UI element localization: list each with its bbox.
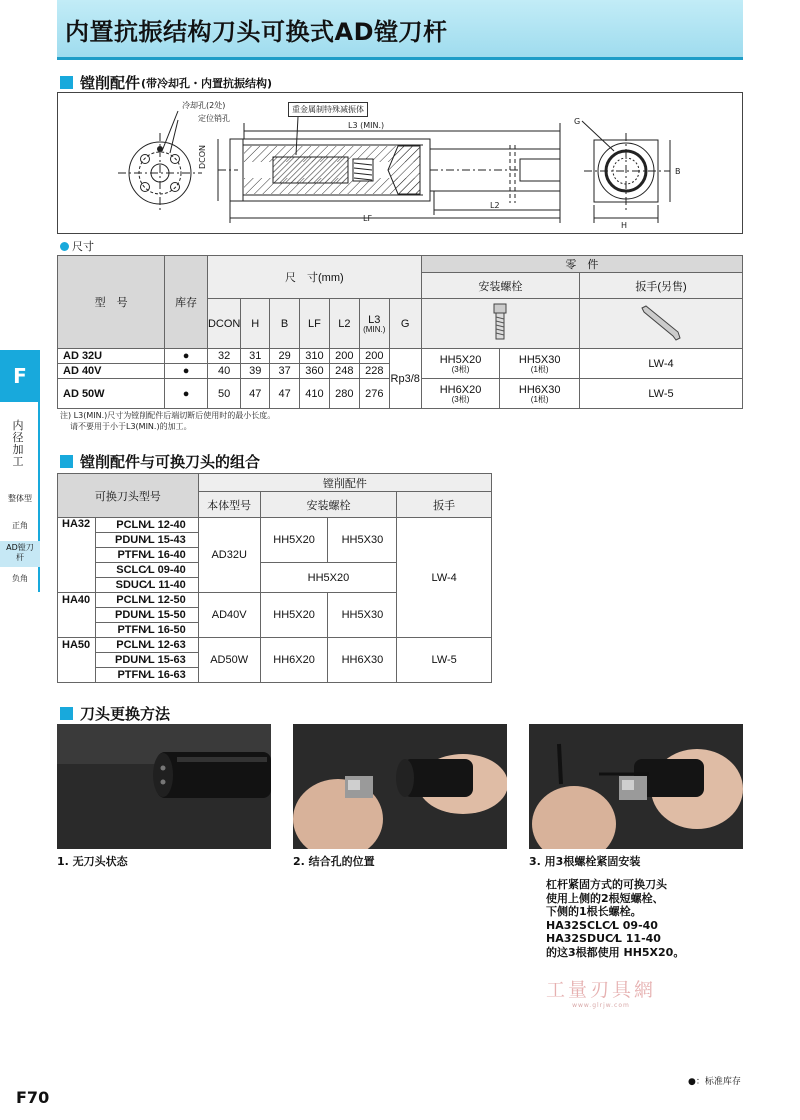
photo-step-1	[57, 724, 271, 849]
th-body-model: 本体型号	[198, 492, 260, 518]
th-wrench: 扳手(另售)	[580, 273, 743, 299]
table-row: HA32 PCLN⁄L 12-40 AD32U HH5X20 HH5X30 LW-4	[58, 518, 492, 533]
sidebar-item-positive[interactable]: 正角	[12, 521, 28, 530]
th-head-model: 可换刀头型号	[58, 474, 199, 518]
hex-wrench-icon	[636, 302, 686, 342]
th-accessory: 镗削配件	[198, 474, 491, 492]
sidebar-item-negative[interactable]: 负角	[12, 574, 28, 583]
th-stock: 库存	[165, 256, 208, 349]
section-square-icon	[60, 455, 73, 468]
watermark: 工量刃具網 www.glrjw.com	[545, 979, 656, 1009]
th-l3: L3 (MIN.)	[359, 299, 389, 349]
table-row: PTFN⁄L 16-40	[58, 548, 492, 563]
sidebar-category-letter[interactable]: F	[0, 350, 40, 402]
label-locating-pin-hole: 定位销孔	[198, 114, 230, 123]
front-view-right	[582, 121, 670, 223]
table-row: AD 50W ● 50 47 47 410 280 276 HH6X20 (3根) HH6X30 (1根) LW-5	[58, 379, 743, 409]
th-dcon: DCON	[207, 299, 240, 349]
combination-table	[57, 473, 492, 683]
table-row: PDUN⁄L 15-50	[58, 608, 492, 623]
table-row: HA40 PCLN⁄L 12-50 AD40V HH5X20 HH5X30	[58, 593, 492, 608]
photo-fastening-image	[529, 724, 743, 849]
th-screw: 安装螺栓	[421, 273, 579, 299]
table-row: AD 40V ● 40 39 37 360 248 228	[58, 364, 743, 379]
technical-drawing	[57, 92, 743, 234]
label-l3: L3 (MIN.)	[348, 121, 385, 130]
sidebar-item-solid[interactable]: 整体型	[8, 494, 32, 503]
step-3-explanation: 杠杆紧固方式的可换刀头 使用上侧的2根短螺栓、 下侧的1根长螺栓。 HA32SCLC⁄L 09-40 HA32SDUC⁄L 11-40 的这3根都使用 HH5X20。	[546, 878, 685, 959]
label-g: G	[574, 117, 581, 126]
section-heading-combination: 镗削配件与可换刀头的组合	[60, 451, 260, 472]
label-b: B	[675, 167, 681, 176]
dimensions-heading: 尺寸	[60, 238, 94, 254]
th-l2: L2	[329, 299, 359, 349]
screw-icon-cell	[421, 299, 579, 349]
th-parts: 零 件	[421, 256, 742, 273]
page-header	[57, 0, 743, 60]
sidebar-category-label: 内径加工	[12, 419, 24, 468]
photo-no-head-image	[57, 724, 271, 849]
label-l2: L2	[490, 201, 500, 210]
caption-step-1: 1. 无刀头状态	[57, 855, 128, 868]
photo-step-2	[293, 724, 507, 849]
th-size: 尺 寸(mm)	[207, 256, 421, 299]
table-note: 注) L3(MIN.)尺寸为镗削配件后端切断后使用时的最小长度。 请不要用于小于L3(MIN.)的加工。	[60, 411, 276, 431]
th-h: H	[241, 299, 270, 349]
section-heading-replacement: 刀头更换方法	[60, 703, 170, 724]
drawing-svg	[58, 93, 744, 235]
table-row: PDUN⁄L 15-43	[58, 533, 492, 548]
dimensions-table	[57, 255, 743, 409]
section-heading-accessory: 镗削配件 (带冷却孔・内置抗振结构)	[60, 72, 272, 93]
page-number: F70	[16, 1088, 50, 1107]
table-row: PTFN⁄L 16-63	[58, 668, 492, 683]
th-lf: LF	[300, 299, 330, 349]
label-h: H	[621, 221, 628, 230]
sidebar-item-ad-boring-bar[interactable]: AD镗刀杆	[0, 541, 40, 567]
screw-icon	[490, 302, 510, 342]
photo-aligning-image	[293, 724, 507, 849]
th-mount-screw: 安装螺栓	[260, 492, 397, 518]
side-view	[218, 117, 560, 223]
th-model: 型 号	[58, 256, 165, 349]
bullet-icon	[60, 242, 69, 251]
wrench-icon-cell	[580, 299, 743, 349]
th-b: B	[270, 299, 300, 349]
th-g: G	[389, 299, 421, 349]
photo-step-3	[529, 724, 743, 849]
label-cooling-hole: 冷却孔(2处)	[182, 101, 226, 110]
page-title: 内置抗振结构刀头可换式AD镗刀杆	[65, 18, 448, 46]
label-lf: LF	[363, 214, 373, 223]
table-row: SCLC⁄L 09-40 HH5X20	[58, 563, 492, 578]
table-row: AD 32U ● 32 31 29 310 200 200 Rp3/8 HH5X20 (3根) HH5X30 (1根) LW-4	[58, 349, 743, 364]
th-wrench2: 扳手	[397, 492, 492, 518]
label-heavy-metal-damper: 重金属制特殊减振体	[288, 102, 368, 117]
front-view-left	[118, 111, 202, 213]
table-row: SDUC⁄L 11-40	[58, 578, 492, 593]
table-row: HA50 PCLN⁄L 12-63 AD50W HH6X20 HH6X30 LW-5	[58, 638, 492, 653]
table-row: PDUN⁄L 15-63	[58, 653, 492, 668]
caption-step-3: 3. 用3根螺栓紧固安装	[529, 855, 641, 868]
caption-step-2: 2. 结合孔的位置	[293, 855, 375, 868]
stock-legend: ●：标准库存	[688, 1077, 741, 1087]
section-square-icon	[60, 76, 73, 89]
section-square-icon	[60, 707, 73, 720]
label-dcon: DCON	[198, 144, 207, 169]
table-row: PTFN⁄L 16-50	[58, 623, 492, 638]
g-value: Rp3/8	[389, 349, 421, 409]
